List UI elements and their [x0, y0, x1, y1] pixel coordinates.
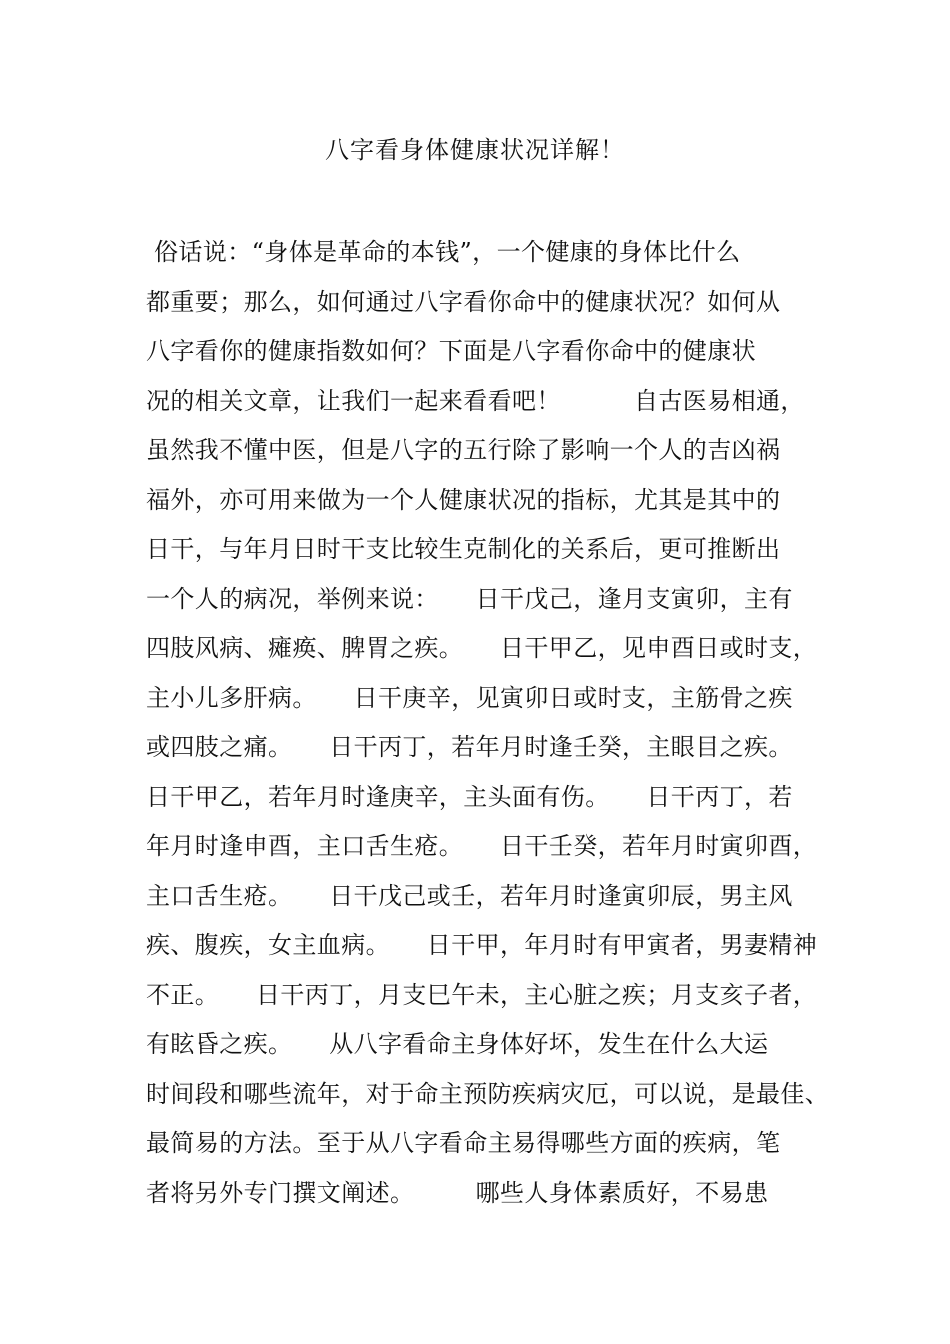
document-body — [146, 228, 830, 1218]
text-line: 况的相关文章，让我们一起来看看吧！ 自古医易相通， — [146, 386, 805, 415]
text-line: 不正。 日干丙丁，月支巳午未，主心脏之疾；月支亥子者， — [146, 980, 818, 1009]
text-line: 有眩昏之疾。 从八字看命主身体好坏，发生在什么大运 — [146, 1030, 769, 1058]
text-line: 主小儿多肝病。 日干庚辛，见寅卯日或时支，主筋骨之疾 — [146, 683, 793, 712]
text-line: 或四肢之痛。 日干丙丁，若年月时逢壬癸，主眼目之疾。 — [146, 733, 793, 761]
document-title: 八字看身体健康状况详解！ — [325, 136, 625, 164]
text-line: 主口舌生疮。 日干戊己或壬，若年月时逢寅卯辰，男主风 — [146, 881, 793, 910]
text-line: 最简易的方法。至于从八字看命主易得哪些方面的疾病，笔 — [146, 1129, 781, 1157]
text-line: 一个人的病况，举例来说： 日干戊己，逢月支寅卯，主有 — [146, 584, 793, 613]
text-line: 四肢风病、瘫痪、脾胃之疾。 日干甲乙，见申酉日或时支， — [146, 634, 818, 662]
text-line: 日干，与年月日时干支比较生克制化的关系后，更可推断出 — [146, 535, 781, 563]
text-line: 八字看你的健康指数如何？下面是八字看你命中的健康状 — [146, 337, 756, 365]
text-line: 俗话说：“身体是革命的本钱”，一个健康的身体比什么 — [146, 238, 741, 266]
text-line: 日干甲乙，若年月时逢庚辛，主头面有伤。 日干丙丁，若 — [146, 782, 793, 811]
text-line: 者将另外专门撰文阐述。 哪些人身体素质好，不易患 — [146, 1178, 769, 1207]
text-line: 虽然我不懂中医，但是八字的五行除了影响一个人的吉凶祸 — [146, 436, 781, 464]
text-line: 都重要；那么，如何通过八字看你命中的健康状况？如何从 — [146, 287, 781, 316]
text-line: 时间段和哪些流年，对于命主预防疾病灾厄，可以说，是最佳、 — [146, 1079, 830, 1108]
text-line: 年月时逢申酉，主口舌生疮。 日干壬癸，若年月时寅卯酉， — [146, 832, 818, 860]
text-line: 福外，亦可用来做为一个人健康状况的指标，尤其是其中的 — [146, 485, 781, 514]
text-line: 疾、腹疾，女主血病。 日干甲，年月时有甲寅者，男妻精神 — [146, 931, 818, 959]
